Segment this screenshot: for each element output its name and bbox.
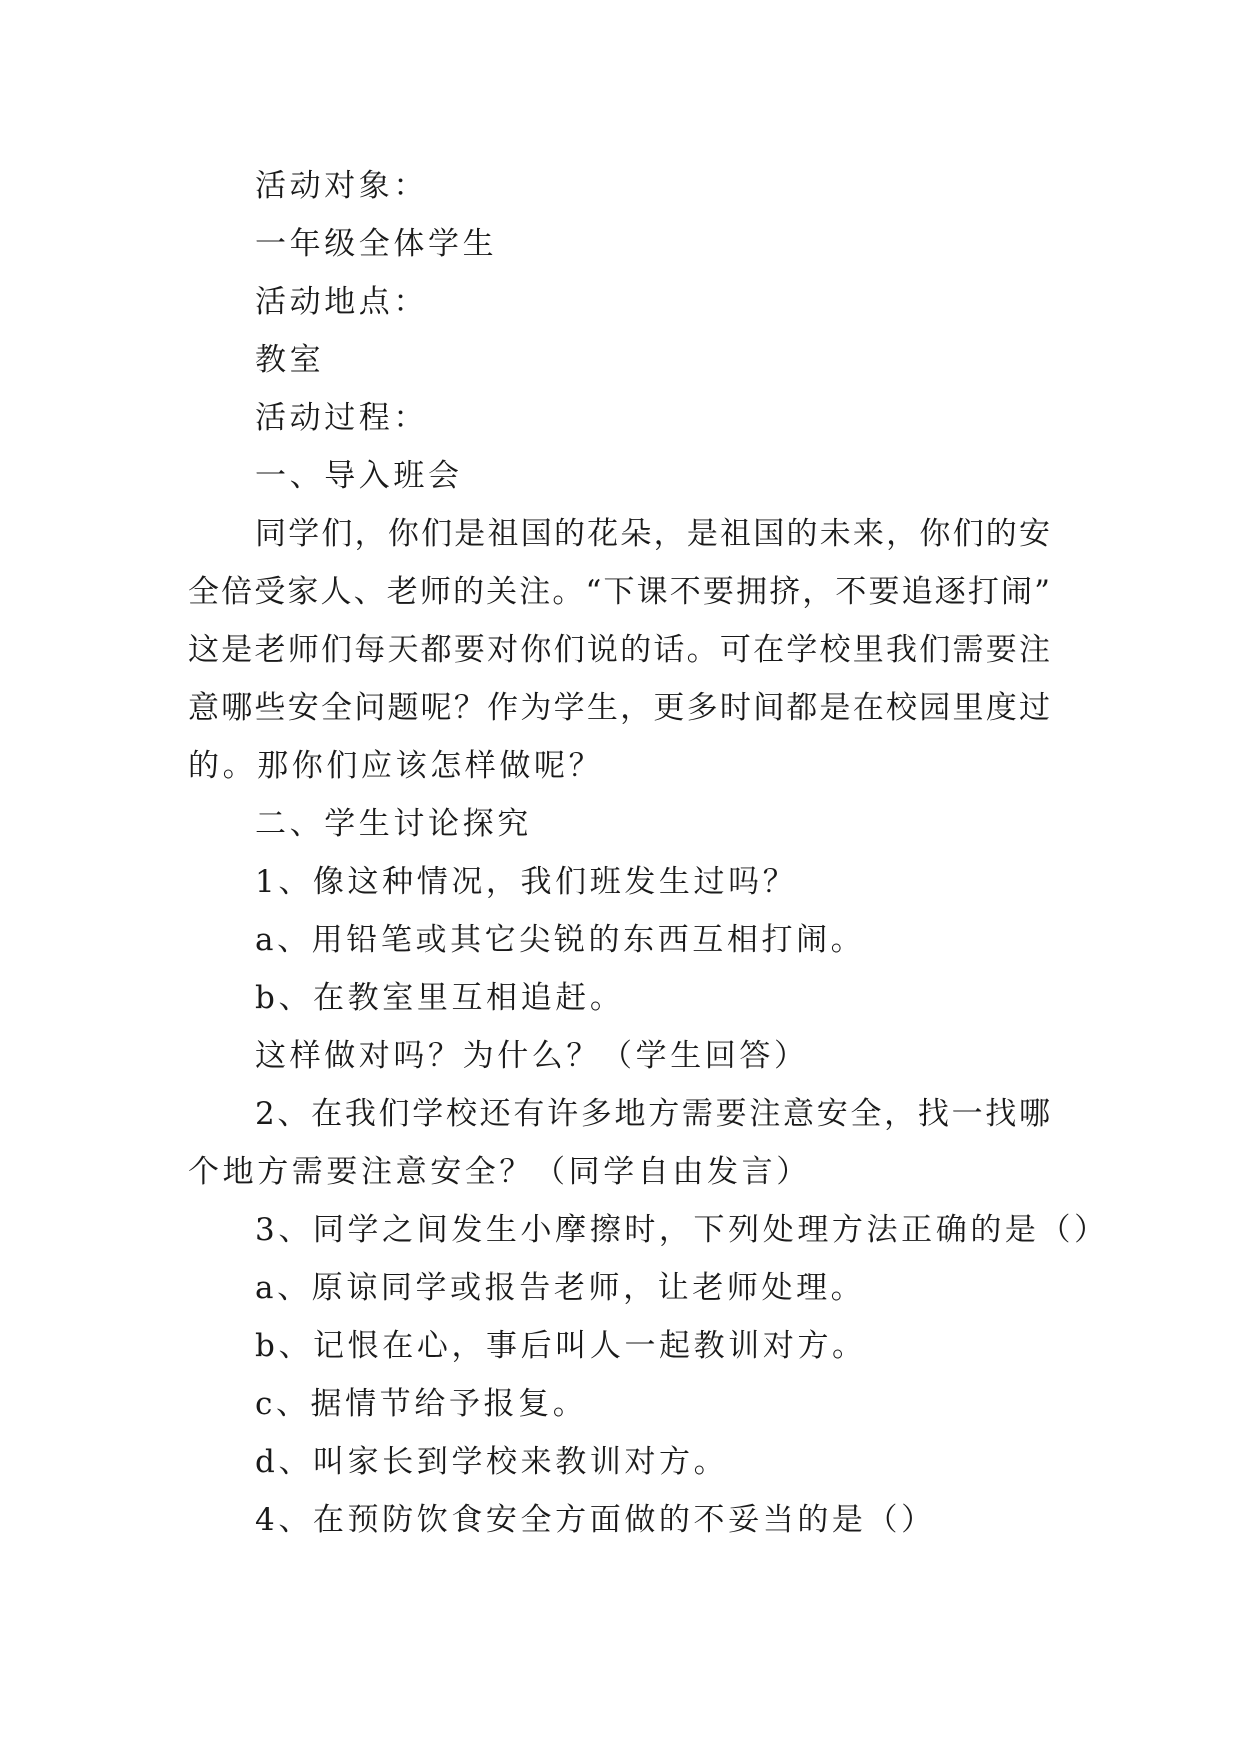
option-line: a、原谅同学或报告老师，让老师处理。 — [255, 1270, 866, 1306]
paragraph-line: 全倍受家人、老师的关注。“下课不要拥挤，不要追逐打闹” — [188, 574, 1050, 610]
option-line: a、用铅笔或其它尖锐的东西互相打闹。 — [255, 922, 866, 958]
text-line-activity-process-label: 活动过程： — [255, 400, 428, 436]
section-heading-discussion: 二、学生讨论探究 — [255, 806, 532, 842]
option-line: c、据情节给予报复。 — [255, 1386, 588, 1422]
question-3: 3、同学之间发生小摩擦时，下列处理方法正确的是（） — [255, 1212, 1109, 1248]
question-2-continued: 个地方需要注意安全？（同学自由发言） — [188, 1154, 811, 1190]
text-line-activity-location-label: 活动地点： — [255, 284, 428, 320]
paragraph-line: 的。那你们应该怎样做呢？ — [188, 748, 604, 784]
option-line: b、在教室里互相追赶。 — [255, 980, 625, 1016]
paragraph-line: 这是老师们每天都要对你们说的话。可在学校里我们需要注 — [188, 632, 1050, 668]
question-4: 4、在预防饮食安全方面做的不妥当的是（） — [255, 1502, 936, 1538]
text-line-activity-location-value: 教室 — [255, 342, 325, 378]
text-line-activity-target-label: 活动对象： — [255, 168, 428, 204]
paragraph-line: 同学们，你们是祖国的花朵，是祖国的未来，你们的安 — [255, 516, 1050, 552]
option-line: b、记恨在心，事后叫人一起教训对方。 — [255, 1328, 867, 1364]
paragraph-line: 意哪些安全问题呢？作为学生，更多时间都是在校园里度过 — [188, 690, 1050, 726]
option-line: d、叫家长到学校来教训对方。 — [255, 1444, 729, 1480]
text-line: 这样做对吗？为什么？（学生回答） — [255, 1038, 809, 1074]
section-heading-intro: 一、导入班会 — [255, 458, 463, 494]
question-2: 2、在我们学校还有许多地方需要注意安全，找一找哪 — [255, 1096, 1050, 1132]
question-1: 1、像这种情况，我们班发生过吗？ — [255, 864, 798, 900]
text-line-activity-target-value: 一年级全体学生 — [255, 226, 498, 262]
